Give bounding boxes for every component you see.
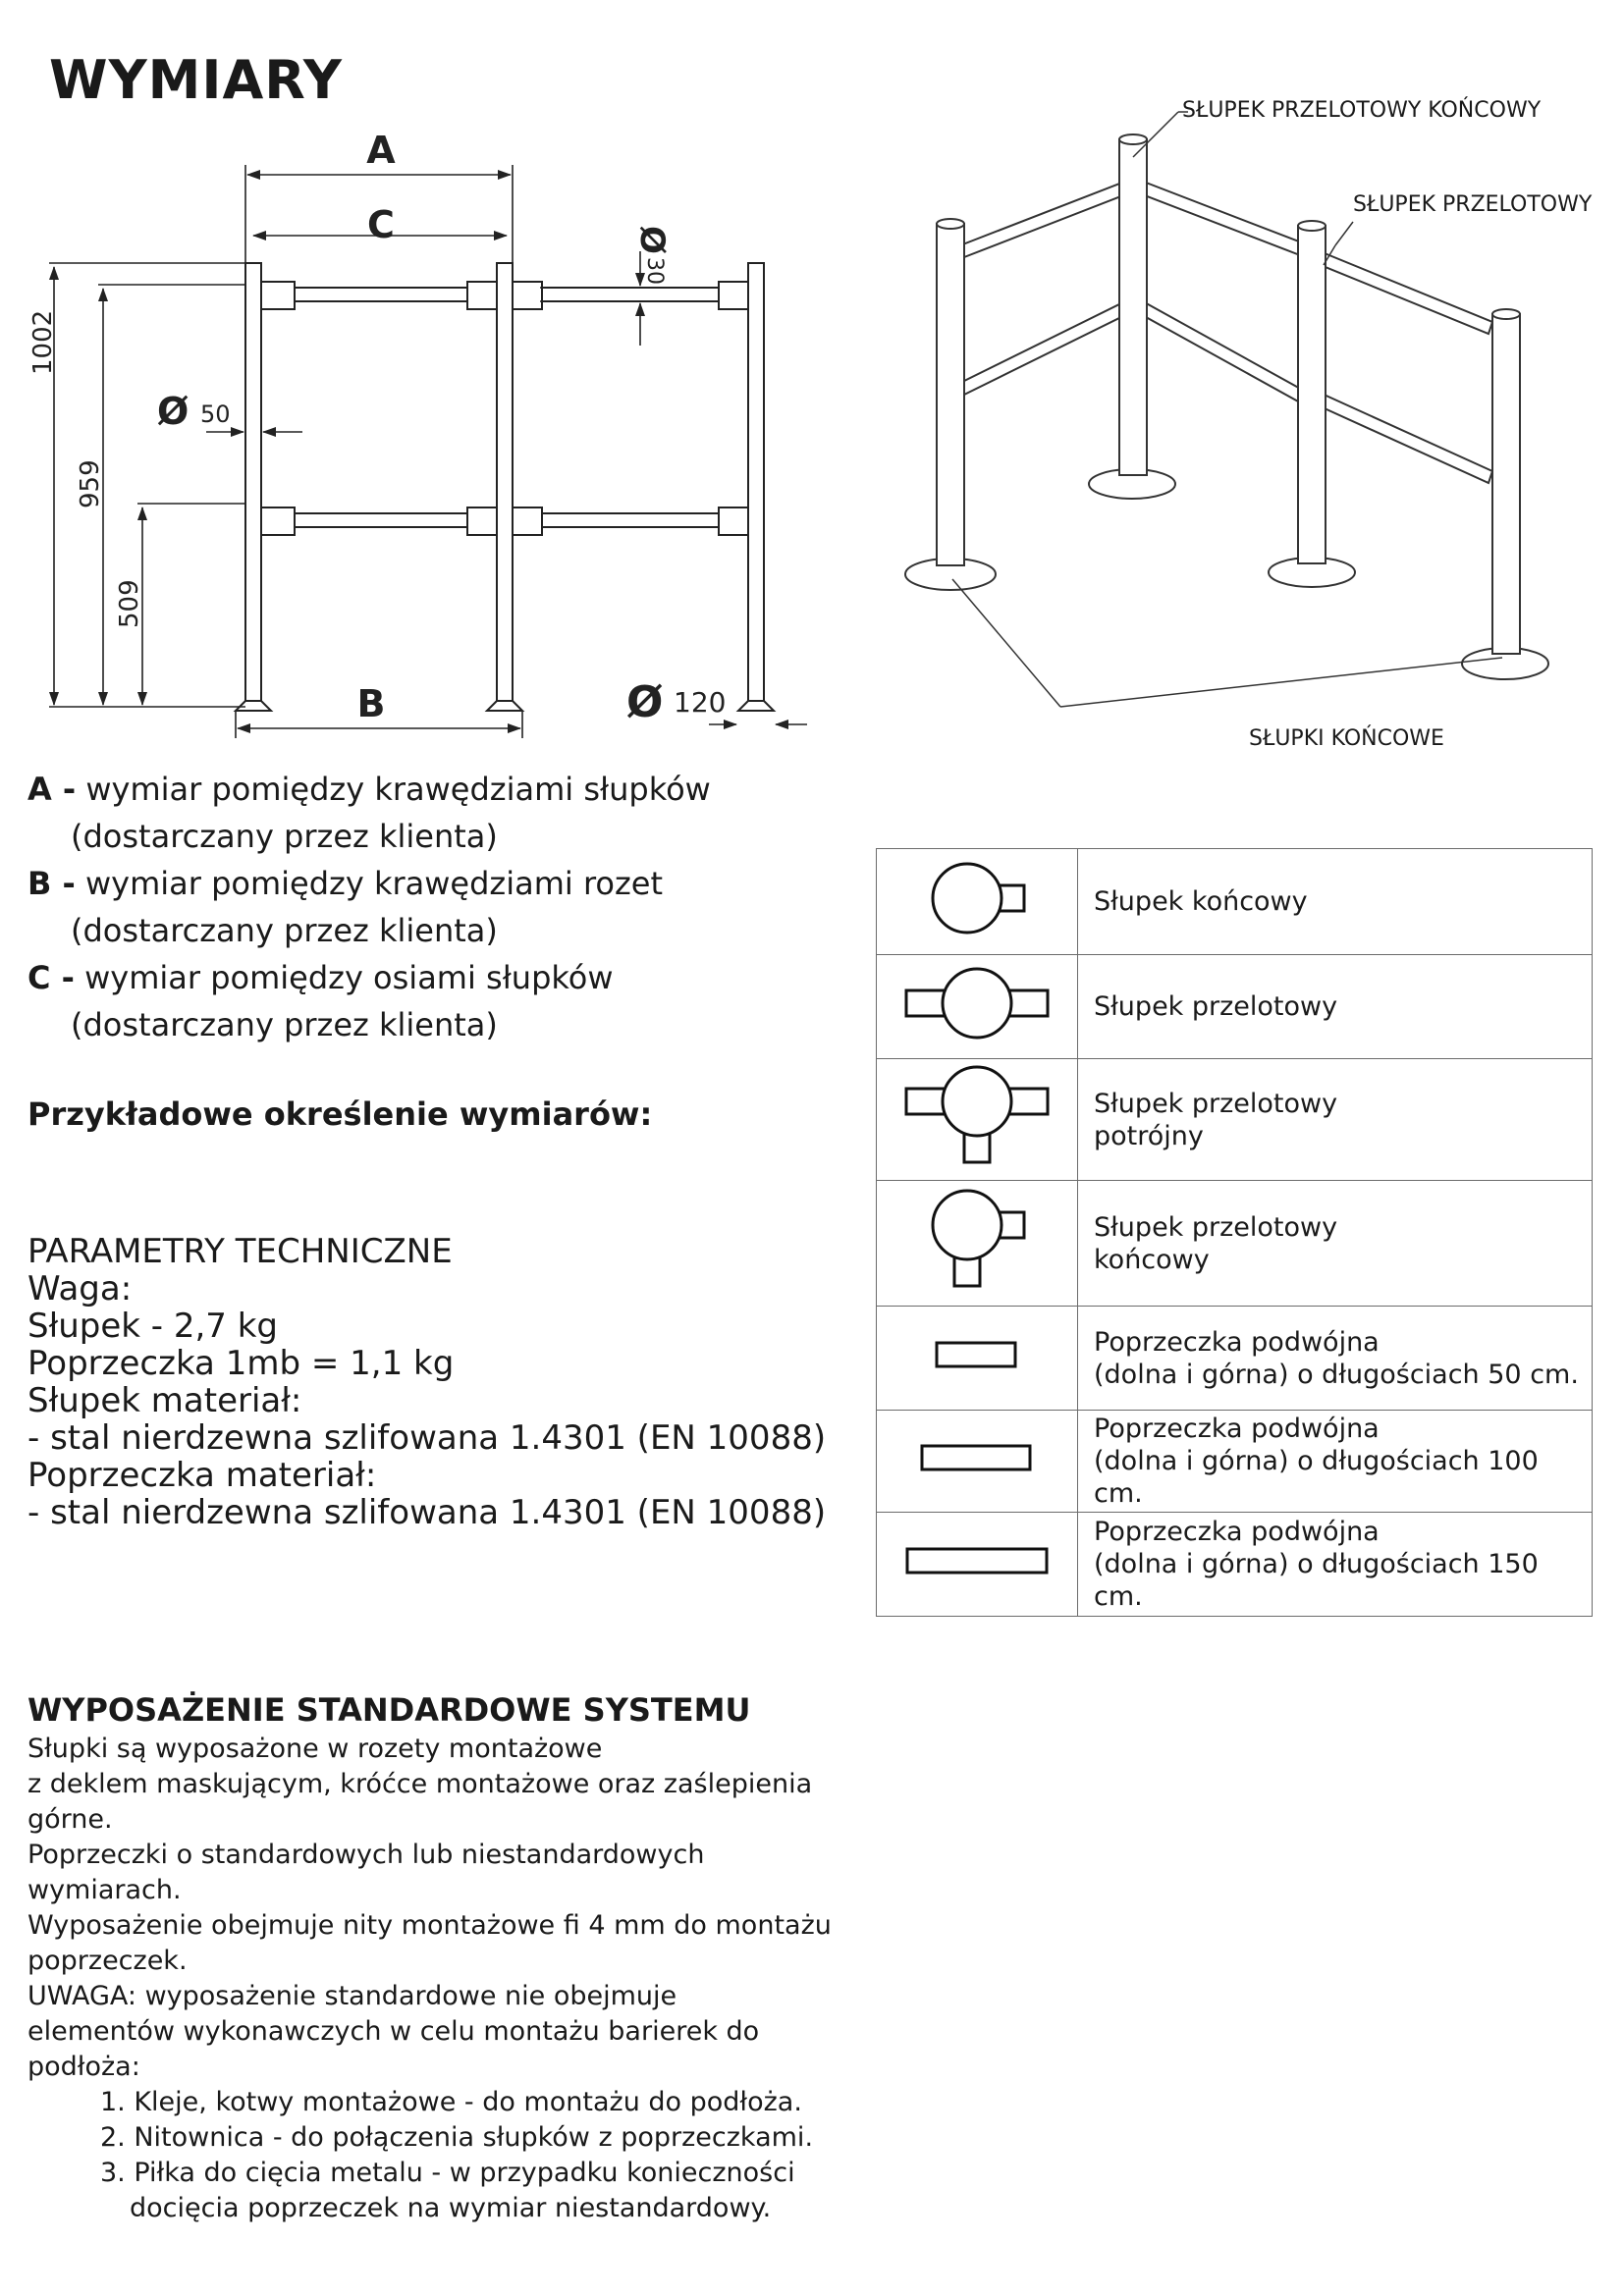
equipment-heading: WYPOSAŻENIE STANDARDOWE SYSTEMU — [27, 1691, 751, 1729]
legend-sublabel: potrójny — [1094, 1120, 1204, 1151]
legend-label: Słupek końcowy — [1078, 849, 1593, 955]
end-through-post-symbol-icon — [918, 1186, 1036, 1294]
legend-label: Poprzeczka podwójna — [1094, 1326, 1380, 1358]
dim-label-b: B — [356, 682, 386, 725]
params-line: - stal nierdzewna szlifowana 1.4301 (EN 10088) — [27, 1418, 827, 1458]
legend-row — [877, 1181, 1593, 1307]
equipment-list-item: 3. Piłka do cięcia metalu - w przypadku konieczności — [100, 2158, 795, 2188]
equipment-line: górne. — [27, 1804, 113, 1835]
equipment-line: Słupki są wyposażone w rozety montażowe — [27, 1734, 603, 1764]
legend-row — [877, 1513, 1593, 1617]
definition-c-note: (dostarczany przez klienta) — [71, 1006, 498, 1043]
dimension-drawing — [0, 0, 815, 746]
through-post-symbol-icon — [898, 964, 1056, 1042]
technical-parameters — [27, 1233, 826, 1531]
crossbar-50-symbol-icon — [933, 1338, 1021, 1371]
legend-label: Słupek przelotowy — [1094, 1088, 1338, 1119]
equipment-list-item: 1. Kleje, kotwy montażowe - do montażu do podłoża. — [100, 2087, 802, 2117]
equipment-line: podłoża: — [27, 2052, 140, 2082]
equipment-line: poprzeczek. — [27, 1946, 188, 1976]
diameter-30-symbol: Ø — [632, 226, 672, 254]
legend-row — [877, 1059, 1593, 1181]
equipment-list-item-continuation: docięcia poprzeczek na wymiar niestandardowy. — [130, 2193, 772, 2223]
definition-a: A - wymiar pomiędzy krawędziami słupków — [27, 771, 711, 808]
params-heading: PARAMETRY TECHNICZNE — [27, 1232, 453, 1271]
legend-label: Poprzeczka podwójna — [1094, 1414, 1380, 1444]
diameter-50-symbol: Ø — [157, 390, 189, 433]
triple-through-post-symbol-icon — [898, 1062, 1056, 1170]
dim-label-c: C — [367, 203, 395, 246]
standard-equipment-section — [27, 1692, 833, 2226]
params-line: Poprzeczka 1mb = 1,1 kg — [27, 1344, 455, 1383]
definition-a-note: (dostarczany przez klienta) — [71, 818, 498, 855]
equipment-line: Wyposażenie obejmuje nity montażowe fi 4 mm do montażu — [27, 1910, 832, 1941]
definition-b: B - wymiar pomiędzy krawędziami rozet — [27, 865, 664, 902]
equipment-line: z deklem maskującym, króćce montażowe oraz zaślepienia — [27, 1769, 813, 1799]
legend-sublabel: końcowy — [1094, 1244, 1210, 1275]
dimension-definitions — [27, 766, 711, 1048]
params-line: Słupek - 2,7 kg — [27, 1307, 279, 1346]
params-line: - stal nierdzewna szlifowana 1.4301 (EN 10088) — [27, 1493, 827, 1532]
legend-sublabel: (dolna i górna) o długościach 100 cm. — [1094, 1446, 1539, 1509]
equipment-line: elementów wykonawczych w celu montażu barierek do — [27, 2016, 760, 2047]
equipment-line: wymiarach. — [27, 1875, 182, 1905]
dim-1002: 1002 — [28, 309, 58, 375]
dim-label-a: A — [366, 129, 396, 172]
dim-30: 30 — [642, 257, 667, 285]
legend-row — [877, 955, 1593, 1059]
legend-label: Poprzeczka podwójna — [1094, 1517, 1380, 1547]
definition-c: C - wymiar pomiędzy osiami słupków — [27, 959, 614, 996]
label-end-through-post: SŁUPEK PRZELOTOWY KOŃCOWY — [1182, 98, 1542, 123]
legend-sublabel: (dolna i górna) o długościach 150 cm. — [1094, 1549, 1539, 1612]
legend-row — [877, 1411, 1593, 1513]
page-title: WYMIARY — [49, 49, 344, 111]
equipment-line: Poprzeczki o standardowych lub niestandardowych — [27, 1840, 705, 1870]
legend-label: Słupek przelotowy — [1094, 1211, 1338, 1243]
params-line: Poprzeczka materiał: — [27, 1456, 377, 1495]
legend-row — [877, 849, 1593, 955]
end-post-symbol-icon — [918, 859, 1036, 937]
legend-row — [877, 1307, 1593, 1411]
dim-120: 120 — [674, 686, 727, 719]
example-heading: Przykładowe określenie wymiarów: — [27, 1095, 653, 1133]
label-through-post: SŁUPEK PRZELOTOWY — [1353, 192, 1593, 217]
dim-50: 50 — [200, 400, 231, 428]
equipment-line: UWAGA: wyposażenie standardowe nie obejmuje — [27, 1981, 677, 2011]
diameter-120-symbol: Ø — [626, 677, 664, 727]
symbol-legend-table — [876, 848, 1593, 1617]
params-line: Waga: — [27, 1269, 133, 1308]
definition-b-note: (dostarczany przez klienta) — [71, 912, 498, 949]
legend-label: Słupek przelotowy — [1078, 955, 1593, 1059]
label-end-posts: SŁUPKI KOŃCOWE — [1249, 726, 1444, 751]
params-line: Słupek materiał: — [27, 1381, 302, 1420]
legend-sublabel: (dolna i górna) o długościach 50 cm. — [1094, 1359, 1579, 1390]
dim-509: 509 — [115, 579, 144, 628]
crossbar-100-symbol-icon — [918, 1441, 1036, 1474]
crossbar-150-symbol-icon — [903, 1544, 1051, 1577]
equipment-list-item: 2. Nitownica - do połączenia słupków z poprzeczkami. — [100, 2122, 814, 2153]
dim-959: 959 — [76, 459, 105, 508]
